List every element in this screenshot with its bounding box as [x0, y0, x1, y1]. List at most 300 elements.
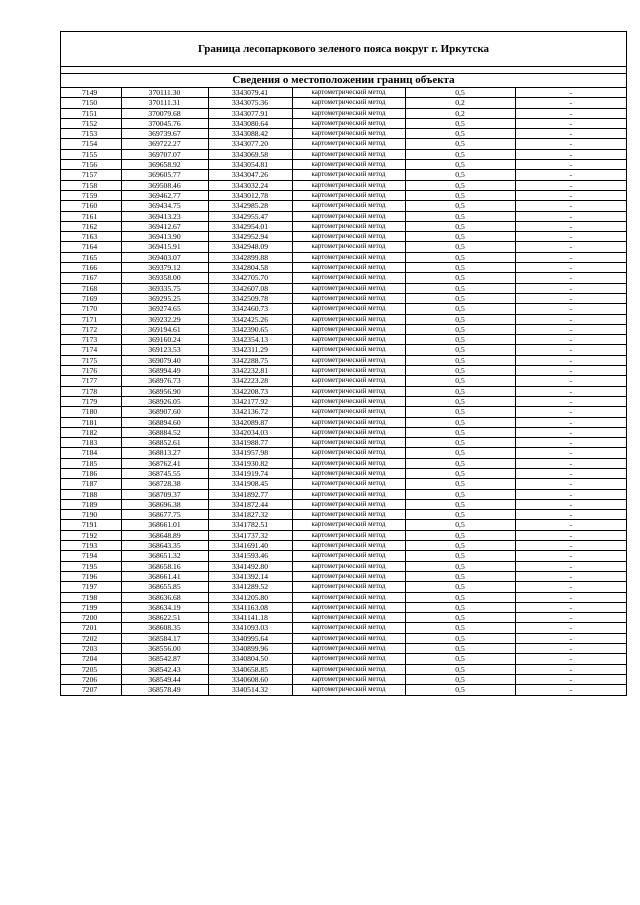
method-cell: картометрический метод — [292, 499, 405, 509]
point-number-cell: 7179 — [61, 396, 121, 406]
accuracy-cell: 0,5 — [405, 386, 515, 396]
table-row — [61, 582, 626, 592]
description-cell: - — [515, 448, 626, 458]
point-number-cell: 7149 — [61, 88, 121, 98]
method-cell: картометрический метод — [292, 283, 405, 293]
accuracy-cell: 0,5 — [405, 582, 515, 592]
accuracy-cell: 0,5 — [405, 396, 515, 406]
y-coordinate-cell: 3340899.96 — [208, 644, 292, 654]
point-number-cell: 7163 — [61, 232, 121, 242]
method-cell: картометрический метод — [292, 129, 405, 139]
method-cell: картометрический метод — [292, 263, 405, 273]
description-cell: - — [515, 458, 626, 468]
table-row — [61, 458, 626, 468]
accuracy-cell: 0,5 — [405, 510, 515, 520]
table-row — [61, 386, 626, 396]
point-number-cell: 7173 — [61, 335, 121, 345]
y-coordinate-cell: 3342460.73 — [208, 304, 292, 314]
table-row — [61, 551, 626, 561]
table-row — [61, 592, 626, 602]
x-coordinate-cell: 368661.41 — [121, 571, 208, 581]
point-number-cell: 7191 — [61, 520, 121, 530]
y-coordinate-cell: 3340804.50 — [208, 654, 292, 664]
table-row — [61, 263, 626, 273]
point-number-cell: 7195 — [61, 561, 121, 571]
description-cell: - — [515, 571, 626, 581]
description-cell: - — [515, 129, 626, 139]
description-cell: - — [515, 417, 626, 427]
y-coordinate-cell: 3342136.72 — [208, 407, 292, 417]
table-row — [61, 211, 626, 221]
table-body — [61, 88, 626, 695]
point-number-cell: 7190 — [61, 510, 121, 520]
y-coordinate-cell: 3341737.32 — [208, 530, 292, 540]
table-row — [61, 407, 626, 417]
accuracy-cell: 0,5 — [405, 438, 515, 448]
method-cell: картометрический метод — [292, 139, 405, 149]
x-coordinate-cell: 370045.76 — [121, 118, 208, 128]
accuracy-cell: 0,5 — [405, 335, 515, 345]
x-coordinate-cell: 369274.65 — [121, 304, 208, 314]
method-cell: картометрический метод — [292, 293, 405, 303]
accuracy-cell: 0,5 — [405, 530, 515, 540]
table-row — [61, 108, 626, 118]
point-number-cell: 7203 — [61, 644, 121, 654]
y-coordinate-cell: 3341093.03 — [208, 623, 292, 633]
x-coordinate-cell: 369413.23 — [121, 211, 208, 221]
y-coordinate-cell: 3340995.64 — [208, 633, 292, 643]
method-cell: картометрический метод — [292, 644, 405, 654]
table-row — [61, 396, 626, 406]
point-number-cell: 7182 — [61, 427, 121, 437]
accuracy-cell: 0,5 — [405, 139, 515, 149]
table-row — [61, 499, 626, 509]
description-cell: - — [515, 190, 626, 200]
point-number-cell: 7183 — [61, 438, 121, 448]
x-coordinate-cell: 369379.12 — [121, 263, 208, 273]
y-coordinate-cell: 3342607.08 — [208, 283, 292, 293]
method-cell: картометрический метод — [292, 530, 405, 540]
point-number-cell: 7154 — [61, 139, 121, 149]
y-coordinate-cell: 3340514.32 — [208, 685, 292, 695]
description-cell: - — [515, 510, 626, 520]
x-coordinate-cell: 369079.40 — [121, 355, 208, 365]
description-cell: - — [515, 520, 626, 530]
y-coordinate-cell: 3341492.80 — [208, 561, 292, 571]
point-number-cell: 7189 — [61, 499, 121, 509]
accuracy-cell: 0,5 — [405, 427, 515, 437]
y-coordinate-cell: 3342425.26 — [208, 314, 292, 324]
table-row — [61, 242, 626, 252]
method-cell: картометрический метод — [292, 98, 405, 108]
table-row — [61, 304, 626, 314]
accuracy-cell: 0,5 — [405, 221, 515, 231]
x-coordinate-cell: 369722.27 — [121, 139, 208, 149]
y-coordinate-cell: 3343077.91 — [208, 108, 292, 118]
method-cell: картометрический метод — [292, 252, 405, 262]
point-number-cell: 7200 — [61, 613, 121, 623]
description-cell: - — [515, 396, 626, 406]
accuracy-cell: 0,5 — [405, 468, 515, 478]
method-cell: картометрический метод — [292, 211, 405, 221]
x-coordinate-cell: 368907.60 — [121, 407, 208, 417]
accuracy-cell: 0,5 — [405, 293, 515, 303]
document-title: Граница лесопаркового зеленого пояса вокруг г. Иркутска — [197, 43, 490, 55]
table-row — [61, 448, 626, 458]
point-number-cell: 7166 — [61, 263, 121, 273]
method-cell: картометрический метод — [292, 561, 405, 571]
y-coordinate-cell: 3341892.77 — [208, 489, 292, 499]
method-cell: картометрический метод — [292, 571, 405, 581]
method-cell: картометрический метод — [292, 510, 405, 520]
accuracy-cell: 0,5 — [405, 520, 515, 530]
point-number-cell: 7204 — [61, 654, 121, 664]
point-number-cell: 7177 — [61, 376, 121, 386]
description-cell: - — [515, 304, 626, 314]
table-row — [61, 633, 626, 643]
x-coordinate-cell: 368762.41 — [121, 458, 208, 468]
table-row — [61, 571, 626, 581]
method-cell: картометрический метод — [292, 242, 405, 252]
description-cell: - — [515, 644, 626, 654]
table-row — [61, 221, 626, 231]
method-cell: картометрический метод — [292, 366, 405, 376]
description-cell: - — [515, 685, 626, 695]
method-cell: картометрический метод — [292, 201, 405, 211]
description-cell: - — [515, 386, 626, 396]
x-coordinate-cell: 368956.90 — [121, 386, 208, 396]
table-row — [61, 541, 626, 551]
method-cell: картометрический метод — [292, 551, 405, 561]
table-row — [61, 427, 626, 437]
x-coordinate-cell: 368636.68 — [121, 592, 208, 602]
point-number-cell: 7175 — [61, 355, 121, 365]
y-coordinate-cell: 3342223.28 — [208, 376, 292, 386]
y-coordinate-cell: 3341872.44 — [208, 499, 292, 509]
y-coordinate-cell: 3343088.42 — [208, 129, 292, 139]
table-row — [61, 273, 626, 283]
description-cell: - — [515, 283, 626, 293]
point-number-cell: 7202 — [61, 633, 121, 643]
point-number-cell: 7167 — [61, 273, 121, 283]
table-row — [61, 314, 626, 324]
point-number-cell: 7194 — [61, 551, 121, 561]
x-coordinate-cell: 369462.77 — [121, 190, 208, 200]
point-number-cell: 7186 — [61, 468, 121, 478]
point-number-cell: 7187 — [61, 479, 121, 489]
table-row — [61, 170, 626, 180]
point-number-cell: 7162 — [61, 221, 121, 231]
y-coordinate-cell: 3341392.14 — [208, 571, 292, 581]
point-number-cell: 7201 — [61, 623, 121, 633]
y-coordinate-cell: 3342232.81 — [208, 366, 292, 376]
y-coordinate-cell: 3343077.20 — [208, 139, 292, 149]
table-row — [61, 345, 626, 355]
method-cell: картометрический метод — [292, 170, 405, 180]
table-row — [61, 623, 626, 633]
title-box — [61, 32, 626, 67]
x-coordinate-cell: 369658.92 — [121, 160, 208, 170]
method-cell: картометрический метод — [292, 664, 405, 674]
method-cell: картометрический метод — [292, 602, 405, 612]
table-row — [61, 438, 626, 448]
x-coordinate-cell: 368549.44 — [121, 674, 208, 684]
x-coordinate-cell: 370111.30 — [121, 88, 208, 98]
point-number-cell: 7159 — [61, 190, 121, 200]
x-coordinate-cell: 369412.67 — [121, 221, 208, 231]
description-cell: - — [515, 180, 626, 190]
y-coordinate-cell: 3342089.87 — [208, 417, 292, 427]
y-coordinate-cell: 3342354.13 — [208, 335, 292, 345]
y-coordinate-cell: 3343075.36 — [208, 98, 292, 108]
table-row — [61, 479, 626, 489]
method-cell: картометрический метод — [292, 273, 405, 283]
description-cell: - — [515, 335, 626, 345]
table-row — [61, 674, 626, 684]
point-number-cell: 7170 — [61, 304, 121, 314]
table-row — [61, 149, 626, 159]
y-coordinate-cell: 3343032.24 — [208, 180, 292, 190]
y-coordinate-cell: 3341919.74 — [208, 468, 292, 478]
point-number-cell: 7168 — [61, 283, 121, 293]
description-cell: - — [515, 355, 626, 365]
description-cell: - — [515, 376, 626, 386]
document-frame — [60, 31, 627, 696]
point-number-cell: 7171 — [61, 314, 121, 324]
y-coordinate-cell: 3341827.32 — [208, 510, 292, 520]
x-coordinate-cell: 368655.85 — [121, 582, 208, 592]
x-coordinate-cell: 369605.77 — [121, 170, 208, 180]
accuracy-cell: 0,5 — [405, 664, 515, 674]
method-cell: картометрический метод — [292, 674, 405, 684]
accuracy-cell: 0,5 — [405, 633, 515, 643]
x-coordinate-cell: 368648.89 — [121, 530, 208, 540]
y-coordinate-cell: 3342804.58 — [208, 263, 292, 273]
table-row — [61, 160, 626, 170]
point-number-cell: 7160 — [61, 201, 121, 211]
y-coordinate-cell: 3341930.82 — [208, 458, 292, 468]
accuracy-cell: 0,5 — [405, 324, 515, 334]
accuracy-cell: 0,5 — [405, 180, 515, 190]
point-number-cell: 7165 — [61, 252, 121, 262]
x-coordinate-cell: 368745.55 — [121, 468, 208, 478]
method-cell: картометрический метод — [292, 335, 405, 345]
y-coordinate-cell: 3342985.28 — [208, 201, 292, 211]
x-coordinate-cell: 368542.87 — [121, 654, 208, 664]
x-coordinate-cell: 369295.25 — [121, 293, 208, 303]
description-cell: - — [515, 499, 626, 509]
method-cell: картометрический метод — [292, 438, 405, 448]
accuracy-cell: 0,5 — [405, 685, 515, 695]
description-cell: - — [515, 530, 626, 540]
point-number-cell: 7169 — [61, 293, 121, 303]
x-coordinate-cell: 368994.49 — [121, 366, 208, 376]
table-row — [61, 376, 626, 386]
method-cell: картометрический метод — [292, 149, 405, 159]
point-number-cell: 7152 — [61, 118, 121, 128]
description-cell: - — [515, 561, 626, 571]
accuracy-cell: 0,5 — [405, 118, 515, 128]
y-coordinate-cell: 3342288.75 — [208, 355, 292, 365]
x-coordinate-cell: 368852.61 — [121, 438, 208, 448]
description-cell: - — [515, 366, 626, 376]
x-coordinate-cell: 368884.52 — [121, 427, 208, 437]
method-cell: картометрический метод — [292, 190, 405, 200]
y-coordinate-cell: 3342948.09 — [208, 242, 292, 252]
accuracy-cell: 0,5 — [405, 149, 515, 159]
method-cell: картометрический метод — [292, 417, 405, 427]
accuracy-cell: 0,5 — [405, 448, 515, 458]
table-row — [61, 118, 626, 128]
accuracy-cell: 0,5 — [405, 232, 515, 242]
point-number-cell: 7178 — [61, 386, 121, 396]
x-coordinate-cell: 368556.00 — [121, 644, 208, 654]
accuracy-cell: 0,5 — [405, 170, 515, 180]
x-coordinate-cell: 368709.37 — [121, 489, 208, 499]
method-cell: картометрический метод — [292, 633, 405, 643]
x-coordinate-cell: 368813.27 — [121, 448, 208, 458]
x-coordinate-cell: 368976.73 — [121, 376, 208, 386]
method-cell: картометрический метод — [292, 345, 405, 355]
description-cell: - — [515, 149, 626, 159]
y-coordinate-cell: 3341141.18 — [208, 613, 292, 623]
method-cell: картометрический метод — [292, 108, 405, 118]
point-number-cell: 7197 — [61, 582, 121, 592]
x-coordinate-cell: 369194.61 — [121, 324, 208, 334]
description-cell: - — [515, 674, 626, 684]
description-cell: - — [515, 252, 626, 262]
accuracy-cell: 0,5 — [405, 499, 515, 509]
accuracy-cell: 0,5 — [405, 644, 515, 654]
description-cell: - — [515, 407, 626, 417]
y-coordinate-cell: 3342390.65 — [208, 324, 292, 334]
y-coordinate-cell: 3342954.01 — [208, 221, 292, 231]
y-coordinate-cell: 3341908.45 — [208, 479, 292, 489]
x-coordinate-cell: 368578.49 — [121, 685, 208, 695]
point-number-cell: 7193 — [61, 541, 121, 551]
description-cell: - — [515, 108, 626, 118]
method-cell: картометрический метод — [292, 396, 405, 406]
accuracy-cell: 0,5 — [405, 551, 515, 561]
accuracy-cell: 0,5 — [405, 283, 515, 293]
table-row — [61, 232, 626, 242]
y-coordinate-cell: 3342509.78 — [208, 293, 292, 303]
point-number-cell: 7157 — [61, 170, 121, 180]
method-cell: картометрический метод — [292, 489, 405, 499]
method-cell: картометрический метод — [292, 180, 405, 190]
description-cell: - — [515, 160, 626, 170]
description-cell: - — [515, 345, 626, 355]
accuracy-cell: 0,5 — [405, 458, 515, 468]
description-cell: - — [515, 88, 626, 98]
method-cell: картометрический метод — [292, 118, 405, 128]
point-number-cell: 7192 — [61, 530, 121, 540]
accuracy-cell: 0,5 — [405, 129, 515, 139]
description-cell: - — [515, 273, 626, 283]
table-row — [61, 654, 626, 664]
x-coordinate-cell: 368728.38 — [121, 479, 208, 489]
spacer-row — [61, 67, 626, 74]
x-coordinate-cell: 369232.29 — [121, 314, 208, 324]
x-coordinate-cell: 368608.35 — [121, 623, 208, 633]
accuracy-cell: 0,5 — [405, 273, 515, 283]
method-cell: картометрический метод — [292, 613, 405, 623]
x-coordinate-cell: 368894.60 — [121, 417, 208, 427]
accuracy-cell: 0,5 — [405, 417, 515, 427]
accuracy-cell: 0,5 — [405, 88, 515, 98]
description-cell: - — [515, 654, 626, 664]
x-coordinate-cell: 368651.32 — [121, 551, 208, 561]
method-cell: картометрический метод — [292, 479, 405, 489]
x-coordinate-cell: 369707.07 — [121, 149, 208, 159]
accuracy-cell: 0,5 — [405, 304, 515, 314]
x-coordinate-cell: 368677.75 — [121, 510, 208, 520]
x-coordinate-cell: 370111.31 — [121, 98, 208, 108]
x-coordinate-cell: 368622.51 — [121, 613, 208, 623]
accuracy-cell: 0,5 — [405, 160, 515, 170]
description-cell: - — [515, 221, 626, 231]
accuracy-cell: 0,5 — [405, 252, 515, 262]
point-number-cell: 7161 — [61, 211, 121, 221]
description-cell: - — [515, 242, 626, 252]
y-coordinate-cell: 3341691.40 — [208, 541, 292, 551]
point-number-cell: 7205 — [61, 664, 121, 674]
accuracy-cell: 0,5 — [405, 211, 515, 221]
accuracy-cell: 0,5 — [405, 561, 515, 571]
table-row — [61, 180, 626, 190]
point-number-cell: 7174 — [61, 345, 121, 355]
method-cell: картометрический метод — [292, 314, 405, 324]
x-coordinate-cell: 369358.00 — [121, 273, 208, 283]
x-coordinate-cell: 368643.35 — [121, 541, 208, 551]
table-row — [61, 139, 626, 149]
x-coordinate-cell: 368661.01 — [121, 520, 208, 530]
accuracy-cell: 0,5 — [405, 654, 515, 664]
table-row — [61, 468, 626, 478]
description-cell: - — [515, 489, 626, 499]
table-row — [61, 664, 626, 674]
table-row — [61, 355, 626, 365]
point-number-cell: 7158 — [61, 180, 121, 190]
x-coordinate-cell: 370079.68 — [121, 108, 208, 118]
description-cell: - — [515, 664, 626, 674]
table-row — [61, 335, 626, 345]
table-row — [61, 644, 626, 654]
y-coordinate-cell: 3342899.88 — [208, 252, 292, 262]
x-coordinate-cell: 369335.75 — [121, 283, 208, 293]
table-row — [61, 489, 626, 499]
x-coordinate-cell: 368926.05 — [121, 396, 208, 406]
accuracy-cell: 0,5 — [405, 242, 515, 252]
table-row — [61, 602, 626, 612]
accuracy-cell: 0,5 — [405, 190, 515, 200]
y-coordinate-cell: 3342705.70 — [208, 273, 292, 283]
y-coordinate-cell: 3341988.77 — [208, 438, 292, 448]
table-row — [61, 190, 626, 200]
description-cell: - — [515, 232, 626, 242]
accuracy-cell: 0,5 — [405, 613, 515, 623]
x-coordinate-cell: 368542.43 — [121, 664, 208, 674]
accuracy-cell: 0,5 — [405, 201, 515, 211]
method-cell: картометрический метод — [292, 232, 405, 242]
description-cell: - — [515, 623, 626, 633]
table-row — [61, 293, 626, 303]
point-number-cell: 7207 — [61, 685, 121, 695]
accuracy-cell: 0,5 — [405, 407, 515, 417]
description-cell: - — [515, 98, 626, 108]
x-coordinate-cell: 368696.38 — [121, 499, 208, 509]
accuracy-cell: 0,5 — [405, 592, 515, 602]
